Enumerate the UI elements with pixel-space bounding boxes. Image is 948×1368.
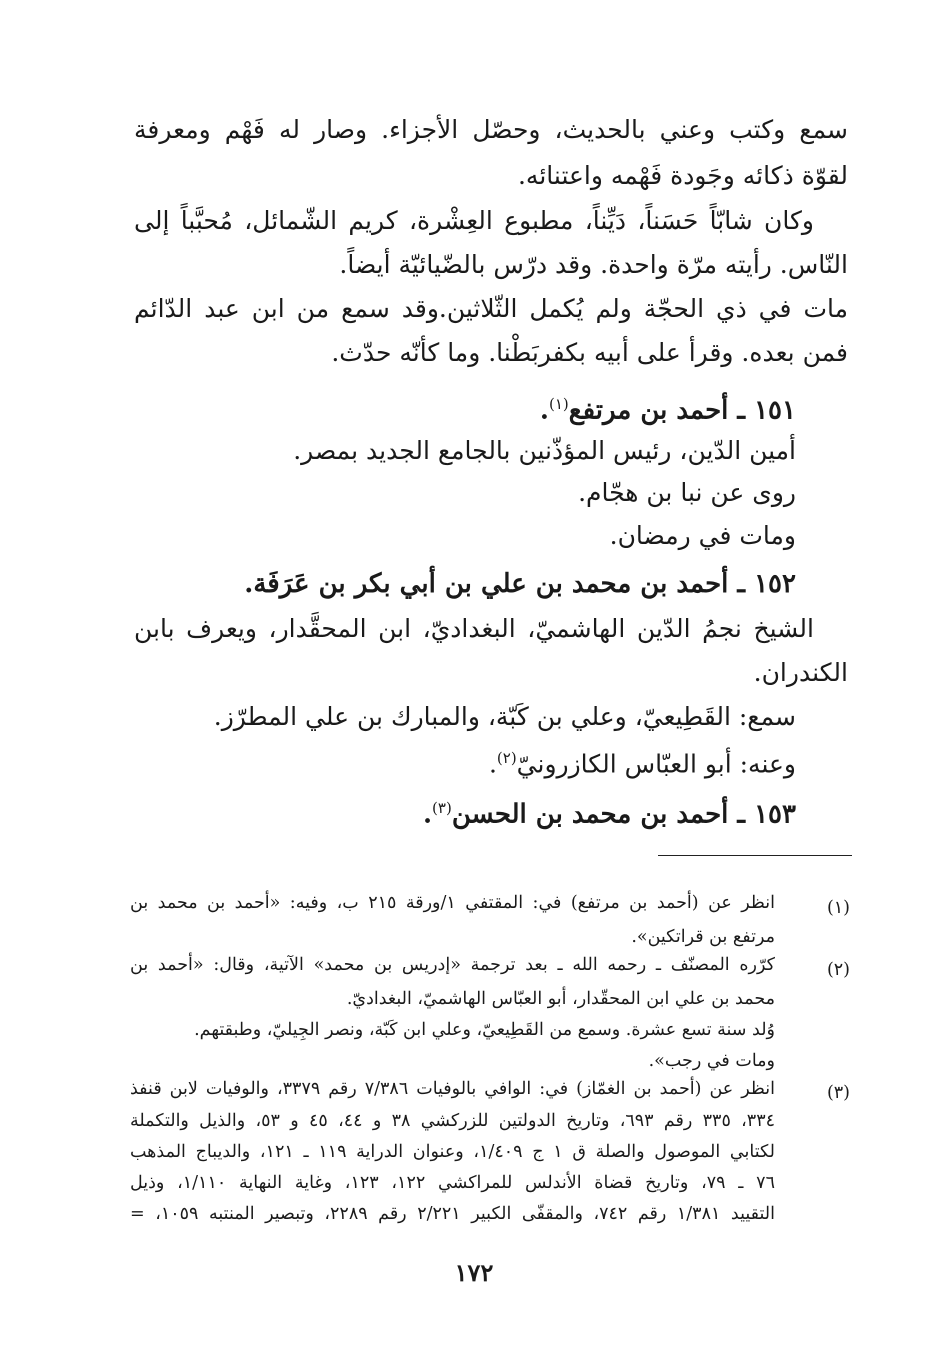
footnote-line: انظر عن (أحمد بن مرتفع) في: المقتفي ١/ورقة ٢١٥ ب، وفيه: «أحمد بن محمد بن [130,893,775,913]
footnote-number: (٢) [826,960,850,980]
footnote-line: لكتابي الموصول والصلة ق ١ ج ١/٤٠٩، وعنوان الدراية ١١٩ ـ ١٢١، والديباج المذهب [130,1142,775,1162]
paragraph-line: النّاس. رأيته مرّة واحدة. وقد درّس بالضّيائيّة أيضاً. [339,250,848,279]
entry-title: ١٥١ ـ أحمد بن مرتفع [568,395,796,426]
entry-line: روى عن نبا بن هجّام. [578,478,796,507]
entry-line: الشيخ نجمُ الدّين الهاشميّ، البغداديّ، ابن المحقَّدار، ويعرف بابن [134,614,814,643]
entry-title: ١٥٣ ـ أحمد بن محمد بن الحسن [451,799,796,830]
paragraph-line: فمن بعده. وقرأ على أبيه بكفربَطْنا. وما كأنّه حدّث. [331,338,848,367]
footnote-line: وُلد سنة تسع عشرة. وسمع من القَطِيعيّ، وعلي ابن كَبّة، ونصر الجِيليّ، وطبقتهم. [194,1020,775,1040]
footnote-line: مرتفع بن قراتكين». [631,927,775,947]
footnote-line: محمد بن علي ابن المحقّدار، أبو العبّاس الهاشميّ، البغداديّ. [346,989,775,1009]
footnote-number: (٣) [826,1083,850,1103]
entry-line: الكندران. [753,658,848,687]
entry-line: سمع: القَطِيعيّ، وعلي بن كَبّة، والمبارك بن علي المطرّز. [213,702,796,731]
paragraph-line: وكان شابّاً حَسَناً، دَيِّناً، مطبوع العِشْرة، كريم الشّمائل، مُحبَّباً إلى [134,206,814,235]
footnote-line: ومات في رجب». [648,1051,775,1071]
footnote-ref: (٣) [432,799,452,817]
footnote-number: (١) [826,898,850,918]
footnote-ref: (٢) [496,749,517,767]
entry-heading: ١٥٢ ـ أحمد بن محمد بن علي بن أبي بكر بن عَرَفَة. [244,569,796,599]
page-number: ١٧٢ [454,1258,494,1287]
footnote-ref: (١) [548,395,569,413]
footnote-separator [658,855,852,856]
paragraph-line: مات في ذي الحجّة ولم يُكمل الثّلاثين.وقد سمع من ابن عبد الدّائم [134,294,848,323]
entry-line: أمين الدّين، رئيس المؤذّنين بالجامع الجديد بمصر. [293,436,796,465]
footnote-line: ٧٦ ـ ٧٩، وتاريخ قضاة الأندلس للمراكشي ١٢٢، ١٢٣، وغاية النهاية ١/١١٠، وذيل [130,1173,775,1193]
paragraph-line: سمع وكتب وعني بالحديث، وحصّل الأجزاء. وصار له فَهْم ومعرفة [134,115,848,144]
heading-end: . [539,395,549,426]
paragraph-line: لقوّة ذكائه وجَودة فَهْمه واعتنائه. [517,161,848,190]
footnote-line: انظر عن (أحمد بن الغمّاز) في: الوافي بالوفيات ٧/٣٨٦ رقم ٣٣٧٩، والوفيات لابن قنفذ [130,1079,775,1099]
footnote-line: كرّره المصنّف ـ رحمه الله ـ بعد ترجمة «إدريس بن محمد» الآتية، وقال: «أحمد بن [130,955,775,975]
entry-heading [540,384,796,431]
entry-heading [423,788,796,835]
entry-text: وعنه: أبو العبّاس الكازرونيّ [516,749,796,779]
line-end: . [488,749,497,779]
footnote-line: ٣٣٤، ٣٣٥ رقم ٦٩٣، وتاريخ الدولتين للزركشي ٣٨ و ٤٤، ٤٥ و ٥٣، والذيل والتكملة [130,1111,775,1131]
heading-end: . [422,799,433,830]
footnote-line: التقييد ١/٣٨١ رقم ٧٤٢، والمقفّى الكبير ٢/٢٢١ رقم ٢٢٨٩، وتبصير المنتبه ١٠٥٩، = [130,1204,775,1224]
entry-line [489,738,796,784]
entry-line: ومات في رمضان. [609,521,796,550]
